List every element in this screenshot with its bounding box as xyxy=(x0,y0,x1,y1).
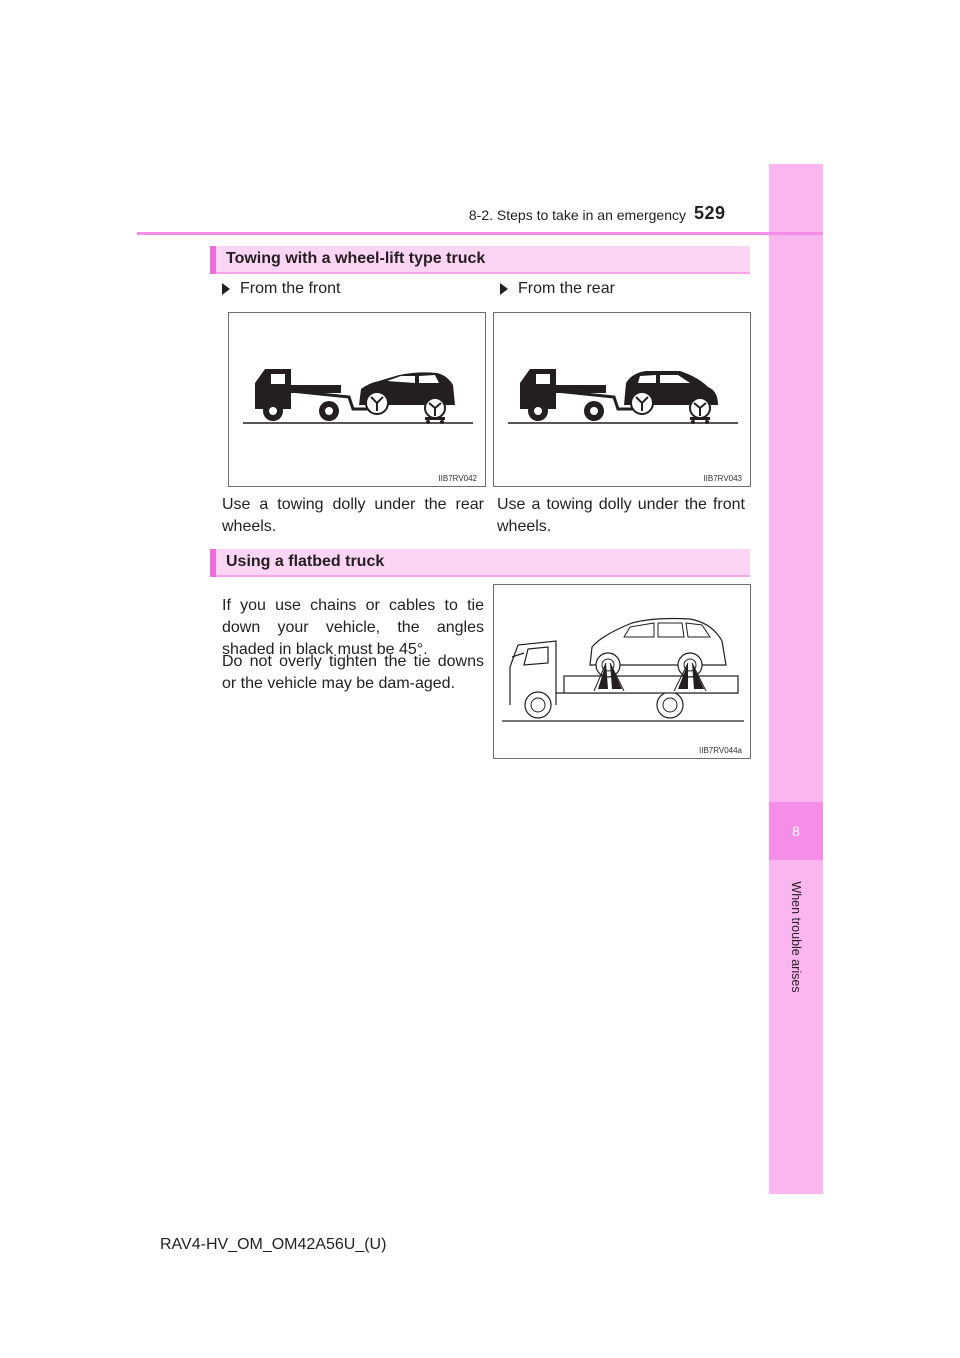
label-from-front xyxy=(222,280,340,298)
figure-flatbed xyxy=(493,584,751,759)
tow-front-illustration xyxy=(229,313,485,486)
caption-tow-front: Use a towing dolly under the rear wheels. xyxy=(222,496,484,535)
label-text: From the rear xyxy=(518,280,615,297)
section-heading-text: Towing with a wheel-lift type truck xyxy=(226,250,486,267)
figure-tow-front xyxy=(228,312,486,487)
chapter-side-tab xyxy=(769,164,823,1194)
paragraph-angles: If you use chains or cables to tie down your vehicle, the angles shaded in black must be 45°. xyxy=(222,597,484,658)
caption-tow-rear: Use a towing dolly under the front wheels. xyxy=(497,496,745,535)
section-heading-flatbed xyxy=(210,549,750,577)
flatbed-illustration xyxy=(494,585,750,758)
footer-document-code: RAV4-HV_OM_OM42A56U_(U) xyxy=(160,1236,387,1253)
label-from-rear xyxy=(500,280,615,298)
figure-code: IIB7RV044a xyxy=(699,746,742,755)
figure-code: IIB7RV043 xyxy=(703,474,742,483)
page-number: 529 xyxy=(694,203,726,223)
paragraph-tie-downs: Do not overly tighten the tie downs or the vehicle may be dam-aged. xyxy=(222,653,484,692)
tow-rear-illustration xyxy=(494,313,750,486)
chapter-number: 8 xyxy=(769,802,823,860)
section-heading-wheel-lift xyxy=(210,246,750,274)
triangle-bullet-icon xyxy=(222,283,230,295)
header-rule xyxy=(137,232,823,235)
header-section-title: 8-2. Steps to take in an emergency xyxy=(468,207,686,223)
figure-tow-rear xyxy=(493,312,751,487)
label-text: From the front xyxy=(240,280,341,297)
section-heading-text: Using a flatbed truck xyxy=(226,553,385,570)
chapter-title: When trouble arises xyxy=(789,881,803,993)
figure-code: IIB7RV042 xyxy=(438,474,477,483)
triangle-bullet-icon xyxy=(500,283,508,295)
